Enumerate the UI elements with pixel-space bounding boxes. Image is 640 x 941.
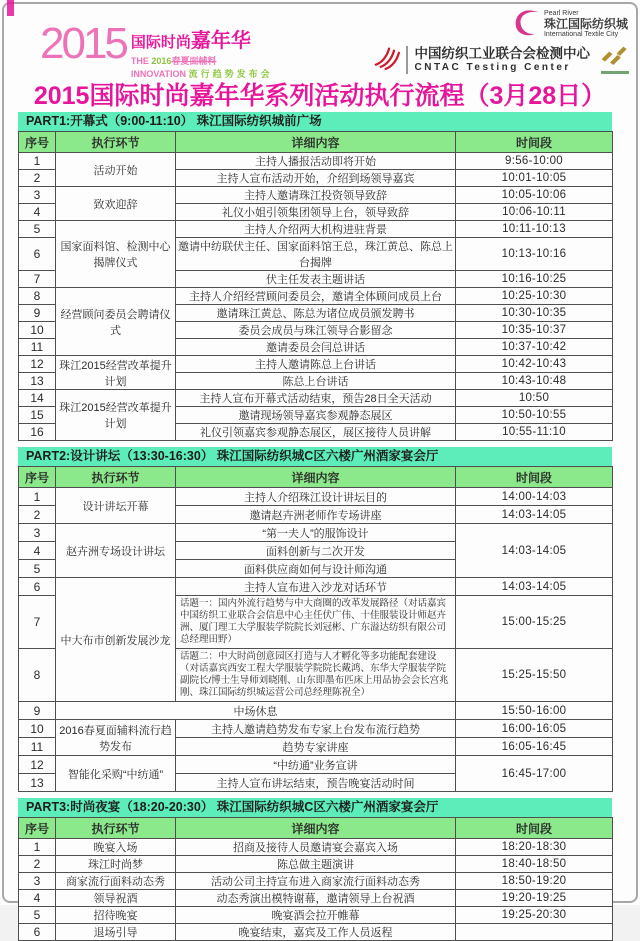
- stage-cell: 经营顾问委员会聘请仪式: [56, 288, 176, 356]
- time-cell: 10:55-11:10: [456, 424, 613, 441]
- column-header: 执行环节: [56, 132, 176, 153]
- stage-cell: 中大布市创新发展沙龙: [56, 578, 176, 702]
- detail-cell: 话题二：中大时尚创意园区打造与人才孵化等多功能配套建设（对话嘉宾西安工程大学服装学院院长戴鸿、东华大学服装学院副院长/博士生导师刘晓刚、山东即墨布匹床上用品协会会长宫兆刚、珠江国际纺织城运营公司总经理陈祝全）: [176, 649, 456, 702]
- seq-cell: 12: [19, 756, 56, 774]
- stage-cell: 商家流行面料动态秀: [56, 873, 176, 890]
- detail-cell: 主持人邀请陈总上台讲话: [176, 356, 456, 373]
- detail-cell: 招商及接待人员邀请宴会嘉宾入场: [176, 839, 456, 856]
- column-header-row: [19, 132, 613, 153]
- seq-cell: 9: [19, 702, 56, 720]
- time-cell: 18:40-18:50: [456, 856, 613, 873]
- time-cell: 18:20-18:30: [456, 839, 613, 856]
- seq-cell: 14: [19, 390, 56, 407]
- event-logo: [40, 19, 273, 80]
- stage-cell: 珠江2015经营改革提升计划: [56, 356, 176, 390]
- column-header-row: [19, 467, 613, 488]
- table-row: [19, 390, 613, 407]
- time-cell: 10:13-10:16: [456, 238, 613, 271]
- schedule-content: [18, 112, 612, 941]
- stage-cell: 珠江2015经营改革提升计划: [56, 390, 176, 441]
- stage-cell: 活动开始: [56, 153, 176, 187]
- column-header: 序号: [19, 132, 56, 153]
- seq-cell: 3: [19, 187, 56, 204]
- column-header: 执行环节: [56, 467, 176, 488]
- detail-cell: 面料创新与二次开发: [176, 542, 456, 560]
- seq-cell: 6: [19, 238, 56, 271]
- detail-cell: 邀请委员会闫总讲话: [176, 339, 456, 356]
- time-cell: 14:03-14:05: [456, 578, 613, 596]
- time-cell: [456, 924, 613, 941]
- detail-cell: 邀请赵卉洲老师作专场讲座: [176, 506, 456, 524]
- pearl-river-crescent-icon: [514, 6, 540, 43]
- seq-cell: 2: [19, 170, 56, 187]
- time-cell: 10:43-10:48: [456, 373, 613, 390]
- table-row: [19, 907, 613, 924]
- event-logo-sub-pink: 春夏面辅料: [171, 56, 217, 66]
- event-logo-year: 2015: [40, 19, 126, 68]
- column-header: 详细内容: [176, 467, 456, 488]
- cntac-logo: [373, 44, 631, 75]
- seq-cell: 3: [19, 873, 56, 890]
- detail-cell: 主持人宣布进入沙龙对话环节: [176, 578, 456, 596]
- detail-cell: “第一夫人”的服饰设计: [176, 524, 456, 542]
- table-row: [19, 187, 613, 204]
- part1-header-bar: PART1:开幕式（9:00-11:10） 珠江国际纺织城前广场: [18, 112, 612, 131]
- time-cell: 18:50-19:20: [456, 873, 613, 890]
- seq-cell: 13: [19, 774, 56, 792]
- seq-cell: 2: [19, 856, 56, 873]
- event-logo-sub-green: 流行趋势发布会: [188, 69, 273, 79]
- seq-cell: 5: [19, 221, 56, 238]
- seq-cell: 1: [19, 839, 56, 856]
- table-row: [19, 924, 613, 941]
- time-cell: 14:03-14:05: [456, 506, 613, 524]
- stage-cell: 退场引导: [56, 924, 176, 941]
- seq-cell: 1: [19, 488, 56, 506]
- table-row: [19, 756, 613, 774]
- detail-cell: 邀请中纺联伏主任、国家面料馆王总，珠江黄总、陈总上台揭牌: [176, 238, 456, 271]
- seq-cell: 6: [19, 578, 56, 596]
- detail-cell: 礼仪小姐引领集团领导上台，领导致辞: [176, 204, 456, 221]
- document-header: [0, 0, 640, 112]
- detail-cell: 主持人播报活动即将开始: [176, 153, 456, 170]
- table-row: [19, 839, 613, 856]
- time-cell: 14:00-14:03: [456, 488, 613, 506]
- seq-cell: 10: [19, 720, 56, 738]
- table-row: [19, 524, 613, 542]
- time-cell: 10:35-10:37: [456, 322, 613, 339]
- time-cell: 10:16-10:25: [456, 271, 613, 288]
- seq-cell: 11: [19, 738, 56, 756]
- detail-cell: 话题一：国内外流行趋势与中大商圈的改革发展路径（对话嘉宾中国纺织工业联合会信息中心主任伏广伟、十佳服装设计师赵卉洲、厦门理工大学服装学院院长刘冠彬、广东溢达纺织有限公司总经理田野）: [176, 596, 456, 649]
- time-cell: 16:00-16:05: [456, 720, 613, 738]
- time-cell: 10:42-10:43: [456, 356, 613, 373]
- time-cell: 15:25-15:50: [456, 649, 613, 702]
- seq-cell: 5: [19, 907, 56, 924]
- time-cell: 14:03-14:05: [456, 524, 613, 578]
- cntac-en: CNTAC Testing Center: [414, 61, 571, 73]
- time-cell: 15:50-16:00: [456, 702, 613, 720]
- stage-cell: 领导祝酒: [56, 890, 176, 907]
- table-row: [19, 356, 613, 373]
- column-header: 序号: [19, 467, 56, 488]
- detail-cell: 邀请现场领导嘉宾参观静态展区: [176, 407, 456, 424]
- detail-cell: 主持人宣布活动开始，介绍到场领导嘉宾: [176, 170, 456, 187]
- detail-cell: 委员会成员与珠江领导合影留念: [176, 322, 456, 339]
- stage-cell: 国家面料馆、检测中心揭牌仪式: [56, 221, 176, 288]
- table-row: [19, 856, 613, 873]
- detail-cell: 中场休息: [56, 702, 456, 720]
- pearl-river-en-bottom: International Textile City: [543, 31, 619, 38]
- detail-cell: 动态秀演出模特谢幕，邀请领导上台祝酒: [176, 890, 456, 907]
- detail-cell: 主持人邀请珠江投资领导致辞: [176, 187, 456, 204]
- detail-cell: 主持人宣布讲坛结束，预告晚宴活动时间: [176, 774, 456, 792]
- seq-cell: 12: [19, 356, 56, 373]
- part3-table: [18, 817, 613, 941]
- detail-cell: 伏主任发表主题讲话: [176, 271, 456, 288]
- table-row: [19, 702, 613, 720]
- column-header: 详细内容: [176, 132, 456, 153]
- time-cell: 10:01-10:05: [456, 170, 613, 187]
- table-row: [19, 488, 613, 506]
- pearl-river-logo: [514, 6, 628, 43]
- time-cell: 15:00-15:25: [456, 596, 613, 649]
- stage-cell: 珠江时尚梦: [56, 856, 176, 873]
- time-cell: 10:50-10:55: [456, 407, 613, 424]
- column-header: 时间段: [456, 132, 613, 153]
- detail-cell: 主持人介绍经营顾问委员会，邀请全体顾问成员上台: [176, 288, 456, 305]
- table-row: [19, 890, 613, 907]
- table-row: [19, 720, 613, 738]
- seq-cell: 7: [19, 596, 56, 649]
- seq-cell: 5: [19, 560, 56, 578]
- detail-cell: 主持人介绍珠江设计讲坛目的: [176, 488, 456, 506]
- part2-table: [18, 466, 613, 792]
- stage-cell: 设计讲坛开幕: [56, 488, 176, 524]
- seq-cell: 8: [19, 649, 56, 702]
- column-header-row: [19, 818, 613, 839]
- seq-cell: 11: [19, 339, 56, 356]
- event-logo-innovation: INNOVATION: [130, 69, 187, 79]
- page-title: 2015国际时尚嘉年华系列活动执行流程（3月28日）: [33, 82, 607, 110]
- time-cell: 16:05-16:45: [456, 738, 613, 756]
- detail-cell: 邀请珠江黄总、陈总为诸位成员颁发聘书: [176, 305, 456, 322]
- time-cell: 16:45-17:00: [456, 756, 613, 792]
- cntac-swoosh-icon: [373, 44, 401, 75]
- time-cell: 10:50: [456, 390, 613, 407]
- seq-cell: 7: [19, 271, 56, 288]
- seq-cell: 6: [19, 924, 56, 941]
- gold-logo-tagline: [601, 71, 629, 74]
- time-cell: 19:25-20:30: [456, 907, 613, 924]
- stage-cell: 招待晚宴: [56, 907, 176, 924]
- detail-cell: 趋势专家讲座: [176, 738, 456, 756]
- detail-cell: 陈总做主题演讲: [176, 856, 456, 873]
- stage-cell: 2016春夏面辅料流行趋势发布: [56, 720, 176, 756]
- detail-cell: 晚宴结束，嘉宾及工作人员返程: [176, 924, 456, 941]
- event-logo-the: THE: [130, 56, 149, 66]
- column-header: 详细内容: [176, 818, 456, 839]
- column-header: 序号: [19, 818, 56, 839]
- seq-cell: 1: [19, 153, 56, 170]
- seq-cell: 9: [19, 305, 56, 322]
- table-row: [19, 288, 613, 305]
- gold-fabric-hall-icon: [600, 45, 630, 74]
- time-cell: 10:30-10:35: [456, 305, 613, 322]
- stage-cell: 赵卉洲专场设计讲坛: [56, 524, 176, 578]
- detail-cell: 面料供应商如何与设计师沟通: [176, 560, 456, 578]
- column-header: 执行环节: [56, 818, 176, 839]
- seq-cell: 4: [19, 204, 56, 221]
- stage-cell: 智能化采购“中纺通”: [56, 756, 176, 792]
- stage-cell: 晚宴入场: [56, 839, 176, 856]
- seq-cell: 15: [19, 407, 56, 424]
- detail-cell: 主持人宣布开幕式活动结束，预告28日全天活动: [176, 390, 456, 407]
- seq-cell: 16: [19, 424, 56, 441]
- time-cell: 10:11-10:13: [456, 221, 613, 238]
- table-row: [19, 578, 613, 596]
- part1-table: [18, 131, 613, 441]
- seq-cell: 13: [19, 373, 56, 390]
- event-logo-cn-small: 国际时尚: [130, 34, 191, 51]
- column-header: 时间段: [456, 467, 613, 488]
- detail-cell: 活动公司主持宣布进入商家流行面料动态秀: [176, 873, 456, 890]
- event-logo-text: [131, 24, 273, 80]
- event-logo-cn-big: 嘉年华: [190, 30, 251, 52]
- cntac-cn: 中国纺织工业联合会检测中心: [414, 45, 590, 61]
- time-cell: 10:05-10:06: [456, 187, 613, 204]
- part3-header-bar: PART3:时尚夜宴（18:20-20:30） 珠江国际纺织城C区六楼广州酒家宴会厅: [18, 798, 612, 817]
- divider: [406, 46, 408, 74]
- seq-cell: 4: [19, 542, 56, 560]
- detail-cell: 陈总上台讲话: [176, 373, 456, 390]
- table-row: [19, 221, 613, 238]
- seq-cell: 10: [19, 322, 56, 339]
- time-cell: 19:20-19:25: [456, 890, 613, 907]
- table-row: [19, 153, 613, 170]
- detail-cell: 礼仪引领嘉宾参观静态展区，展区接待人员讲解: [176, 424, 456, 441]
- event-logo-year2: 2016: [151, 56, 172, 66]
- pearl-river-en-top: Pearl River: [543, 10, 579, 17]
- column-header: 时间段: [456, 818, 613, 839]
- time-cell: 10:25-10:30: [456, 288, 613, 305]
- detail-cell: 主持人介绍两大机构进驻背景: [176, 221, 456, 238]
- seq-cell: 8: [19, 288, 56, 305]
- table-row: [19, 873, 613, 890]
- time-cell: 10:06-10:11: [456, 204, 613, 221]
- time-cell: 10:37-10:42: [456, 339, 613, 356]
- detail-cell: “中纺通”业务宣讲: [176, 756, 456, 774]
- detail-cell: 主持人邀请趋势发布专家上台发布流行趋势: [176, 720, 456, 738]
- seq-cell: 3: [19, 524, 56, 542]
- seq-cell: 2: [19, 506, 56, 524]
- seq-cell: 4: [19, 890, 56, 907]
- time-cell: 9:56-10:00: [456, 153, 613, 170]
- stage-cell: 致欢迎辞: [56, 187, 176, 221]
- part2-header-bar: PART2:设计讲坛（13:30-16:30） 珠江国际纺织城C区六楼广州酒家宴会厅: [18, 447, 612, 466]
- detail-cell: 晚宴酒会拉开帷幕: [176, 907, 456, 924]
- pearl-river-cn: 珠江国际纺织城: [543, 17, 628, 31]
